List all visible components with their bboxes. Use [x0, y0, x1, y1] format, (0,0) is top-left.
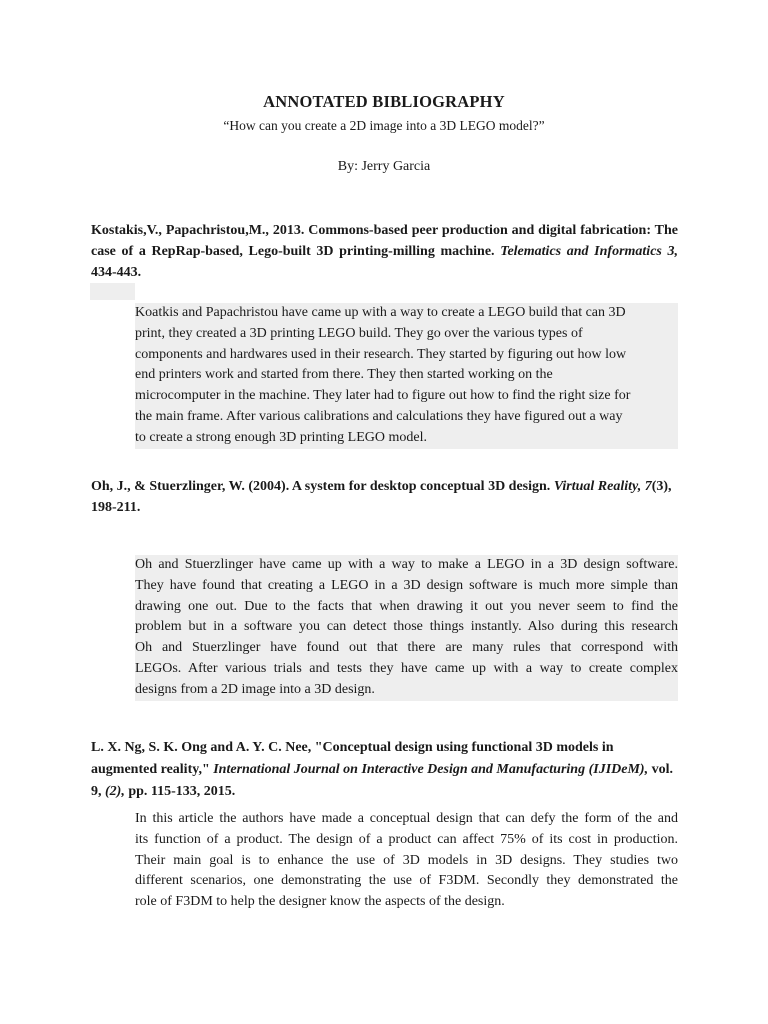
annotation-line: drawing one out. Due to the facts that when drawing it out you never seem to find the	[135, 597, 678, 618]
annotation-line: They have found that creating a LEGO in a 3D design software is much more simple than	[135, 576, 678, 597]
annotation-line: to create a strong enough 3D printing LEGO model.	[135, 428, 678, 449]
citation-main-text: Oh, J., & Stuerzlinger, W. (2004). A system for desktop conceptual 3D design.	[91, 479, 551, 494]
annotation-line: its function of a product. The design of a product can affect 75% of its cost in production.	[135, 831, 678, 847]
citation-pages: (3), 198-211.	[91, 479, 672, 515]
annotation-line: different scenarios, one demonstrating the use of F3DM. Secondly they demonstrated the	[135, 873, 678, 889]
annotation-line: Koatkis and Papachristou have came up with a way to create a LEGO build that can 3D	[135, 303, 678, 324]
citation-journal: Telematics and Informatics 3,	[500, 244, 678, 259]
annotation-line: Oh and Stuerzlinger have found out that there are many rules that correspond with	[135, 638, 678, 659]
citation-pages: 434-443.	[91, 265, 142, 280]
citation-journal: Virtual Reality, 7	[553, 479, 652, 494]
annotation-line: problem but in a software you can detect those things instantly. Also during this research	[135, 617, 678, 638]
citation-journal: International Journal on Interactive Design and Manufacturing (IJIDeM),	[213, 762, 649, 777]
citation-issue: (2),	[105, 784, 125, 799]
citation-main-text: L. X. Ng, S. K. Ong and A. Y. C. Nee, "Conceptual design using functional 3D models in augmented reality,"	[91, 740, 614, 777]
annotation-line: designs from a 2D image into a 3D design.	[135, 680, 678, 701]
citation-oh-stuerzlinger	[91, 476, 678, 518]
author-byline: By: Jerry Garcia	[337, 159, 431, 174]
document-title: ANNOTATED BIBLIOGRAPHY	[263, 92, 505, 111]
citation-kostakis	[91, 220, 678, 283]
annotation-line: Their main goal is to enhance the use of 3D models in 3D designs. They studies two	[135, 852, 678, 868]
annotation-line: print, they created a 3D printing LEGO build. They go over the various types of	[135, 324, 678, 345]
annotation-kostakis	[135, 303, 678, 449]
annotation-line: components and hardwares used in their research. They started by figuring out how low	[135, 345, 678, 366]
annotation-line: the main frame. After various calibrations and calculations they have figured out a way	[135, 407, 678, 428]
annotation-line: end printers work and started from there. They then started working on the	[135, 365, 678, 386]
citation-ng-ong-nee	[91, 737, 678, 803]
citation-pages: pp. 115-133, 2015.	[128, 784, 236, 799]
annotation-line: role of F3DM to help the designer know the aspects of the design.	[135, 894, 505, 910]
document-subtitle: “How can you create a 2D image into a 3D LEGO model?”	[223, 118, 545, 133]
annotation-line: microcomputer in the machine. They later had to figure out how to find the right size for	[135, 386, 678, 407]
annotation-oh-stuerzlinger	[135, 555, 678, 701]
annotation-line: In this article the authors have made a conceptual design that can defy the form of the and	[135, 811, 678, 826]
annotation-ng-ong-nee	[135, 809, 678, 913]
annotation-line: LEGOs. After various trials and tests they have came up with a way to create complex	[135, 659, 678, 680]
highlight-block	[90, 283, 135, 300]
annotation-line: Oh and Stuerzlinger have came up with a way to make a LEGO in a 3D design software.	[135, 555, 678, 576]
citation-main-text: Kostakis,V., Papachristou,M., 2013. Commons-based peer production and digital fabrication: The case of a RepRap-based, Lego-built 3D printing-milling machine.	[91, 223, 678, 259]
citation-volume: vol. 9,	[91, 762, 673, 799]
